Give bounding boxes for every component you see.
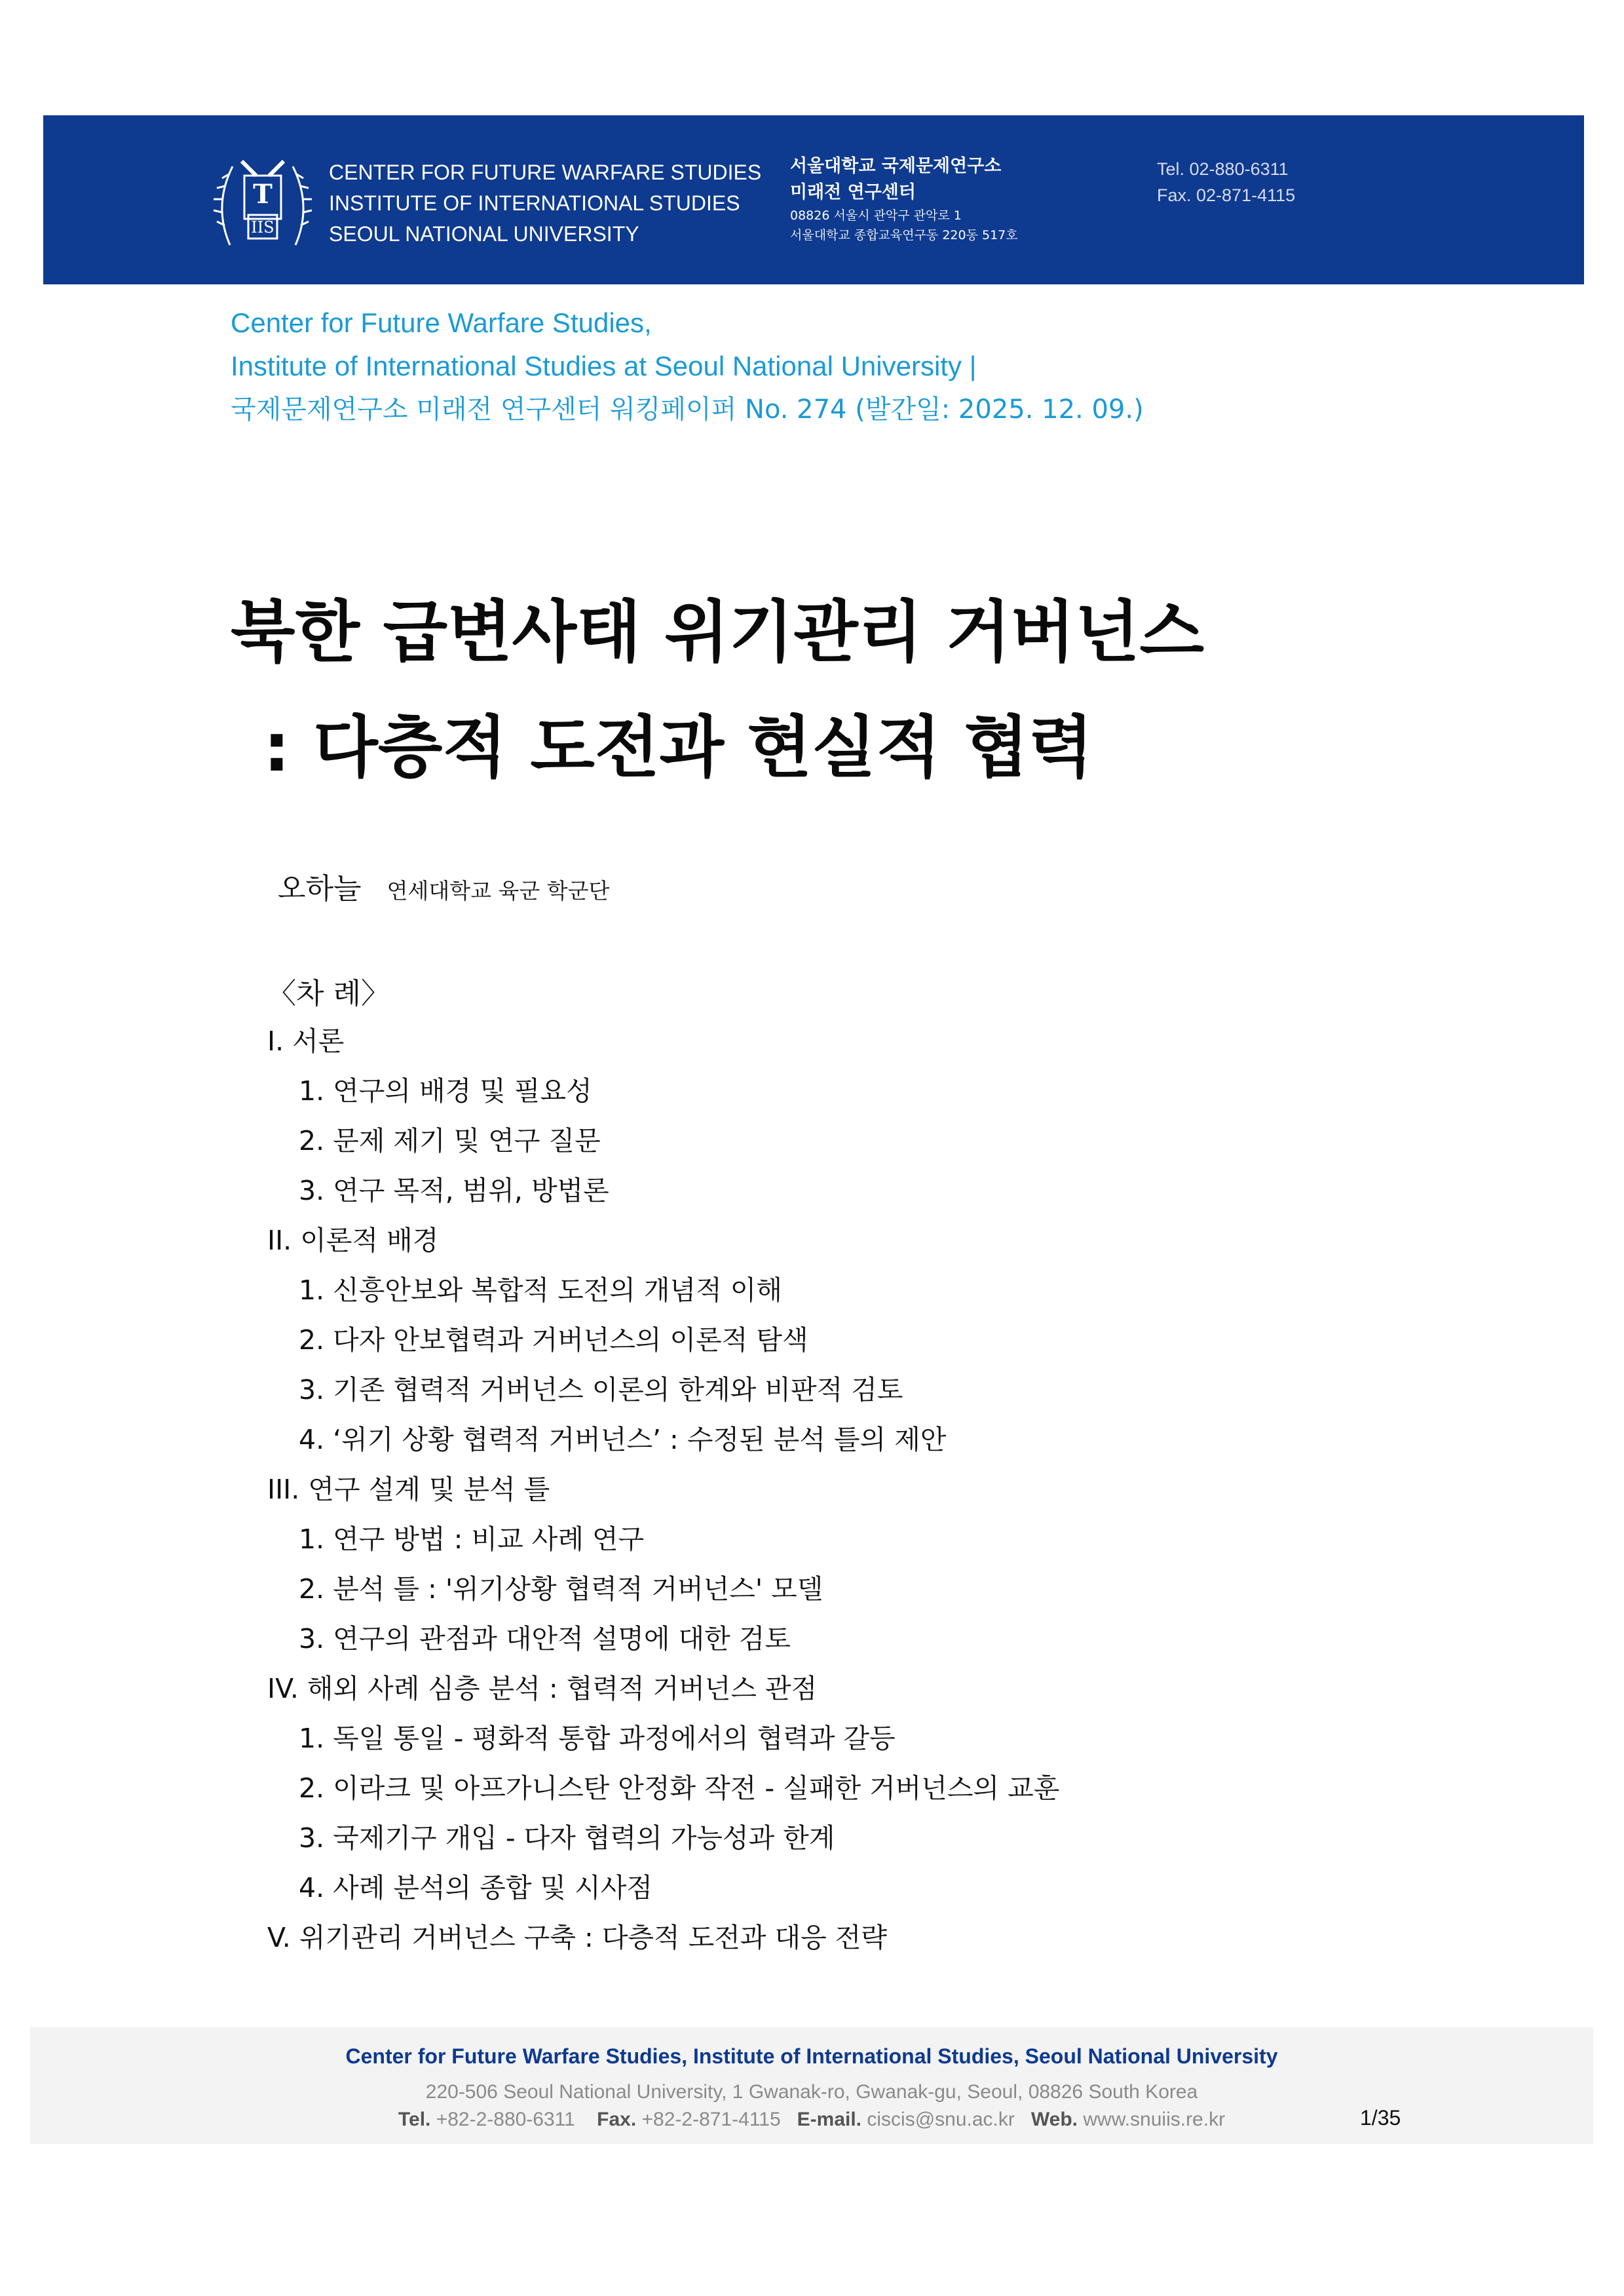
- svg-text:T: T: [253, 179, 273, 210]
- toc-section: IV. 해외 사례 심층 분석 : 협력적 거버넌스 관점: [267, 1673, 818, 1704]
- toc-subsection: 2. 분석 틀 : '위기상황 협력적 거버넌스' 모델: [299, 1573, 823, 1605]
- subhead-line-3: 국제문제연구소 미래전 연구센터 워킹페이퍼 No. 274 (발간일: 2025. 12. 09.): [231, 394, 1144, 425]
- toc-subsection: 2. 문제 제기 및 연구 질문: [299, 1125, 601, 1157]
- toc-subsection: 2. 이라크 및 아프가니스탄 안정화 작전 - 실패한 거버넌스의 교훈: [299, 1772, 1060, 1804]
- author-block: [278, 865, 609, 907]
- table-of-contents: [267, 1016, 1059, 1962]
- footer-web-label: Web.: [1030, 2109, 1078, 2130]
- toc-subsection: 3. 국제기구 개입 - 다자 협력의 가능성과 한계: [299, 1822, 835, 1854]
- toc-heading: 〈차 례〉: [267, 977, 390, 1010]
- title-line-2: : 다층적 도전과 현실적 협력: [263, 709, 1093, 787]
- header-ko-center: 미래전 연구센터: [790, 182, 916, 202]
- header-en-line-3: SEOUL NATIONAL UNIVERSITY: [329, 222, 639, 246]
- toc-subsection: 1. 신흥안보와 복합적 도전의 개념적 이해: [299, 1274, 782, 1306]
- header-band: [43, 115, 1584, 284]
- header-english-name: [329, 157, 761, 250]
- footer-email[interactable]: ciscis@snu.ac.kr: [867, 2109, 1015, 2130]
- author-affiliation: 연세대학교 육군 학군단: [387, 878, 610, 904]
- toc-subsection: 1. 연구의 배경 및 필요성: [299, 1075, 592, 1107]
- subhead-line-1: Center for Future Warfare Studies,: [231, 307, 652, 338]
- toc-subsection: 4. ‘위기 상황 협력적 거버넌스’ : 수정된 분석 틀의 제안: [299, 1424, 947, 1455]
- header-contact: [1157, 156, 1295, 208]
- author-name: 오하늘: [278, 872, 362, 906]
- toc-subsection: 1. 연구 방법 : 비교 사례 연구: [299, 1523, 645, 1555]
- footer-fax: +82-2-871-4115: [641, 2109, 781, 2130]
- header-tel: Tel. 02-880-6311: [1157, 159, 1289, 179]
- toc-subsection: 3. 기존 협력적 거버넌스 이론의 한계와 비판적 검토: [299, 1374, 903, 1406]
- footer-tel: +82-2-880-6311: [436, 2109, 575, 2130]
- toc-subsection: 1. 독일 통일 - 평화적 통합 과정에서의 협력과 갈등: [299, 1723, 896, 1754]
- toc-subsection: 3. 연구 목적, 범위, 방법론: [299, 1175, 609, 1206]
- header-korean-name: [790, 153, 1018, 245]
- footer-fax-label: Fax.: [597, 2109, 637, 2130]
- toc-subsection: 2. 다자 안보협력과 거버넌스의 이론적 탐색: [299, 1324, 808, 1356]
- toc-section: I. 서론: [267, 1025, 345, 1057]
- footer-web[interactable]: www.snuiis.re.kr: [1083, 2109, 1226, 2130]
- subhead-line-2: Institute of International Studies at Seoul National University |: [231, 351, 977, 381]
- toc-subsection: 4. 사례 분석의 종합 및 시사점: [299, 1872, 652, 1904]
- header-ko-org: 서울대학교 국제문제연구소: [790, 156, 1002, 176]
- toc-section: II. 이론적 배경: [267, 1225, 439, 1256]
- footer-tel-label: Tel.: [398, 2109, 431, 2130]
- page-number: 1/35: [1360, 2106, 1401, 2130]
- header-en-line-1: CENTER FOR FUTURE WARFARE STUDIES: [329, 161, 762, 184]
- emblem-text: IIS: [251, 218, 274, 237]
- toc-section: III. 연구 설계 및 분석 틀: [267, 1474, 550, 1505]
- paper-title: [231, 575, 1204, 806]
- header-fax: Fax. 02-871-4115: [1157, 185, 1296, 205]
- footer-contacts: [30, 2109, 1593, 2131]
- footer-email-label: E-mail.: [797, 2109, 862, 2130]
- iis-emblem-icon: [210, 147, 315, 252]
- header-ko-address-1: 08826 서울시 관악구 관악로 1: [790, 208, 962, 223]
- toc-section: V. 위기관리 거버넌스 구축 : 다층적 도전과 대응 전략: [267, 1922, 887, 1953]
- series-subheading: [231, 301, 1144, 431]
- header-en-line-2: INSTITUTE OF INTERNATIONAL STUDIES: [329, 191, 740, 215]
- toc-subsection: 3. 연구의 관점과 대안적 설명에 대한 검토: [299, 1623, 791, 1655]
- title-line-1: 북한 급변사태 위기관리 거버넌스: [231, 594, 1204, 672]
- header-ko-address-2: 서울대학교 종합교육연구동 220동 517호: [790, 228, 1018, 242]
- footer-org: Center for Future Warfare Studies, Institute of International Studies, Seoul National University: [345, 2044, 1278, 2068]
- page-footer: [30, 2027, 1593, 2144]
- footer-address: 220-506 Seoul National University, 1 Gwanak-ro, Gwanak-gu, Seoul, 08826 South Korea: [425, 2081, 1198, 2103]
